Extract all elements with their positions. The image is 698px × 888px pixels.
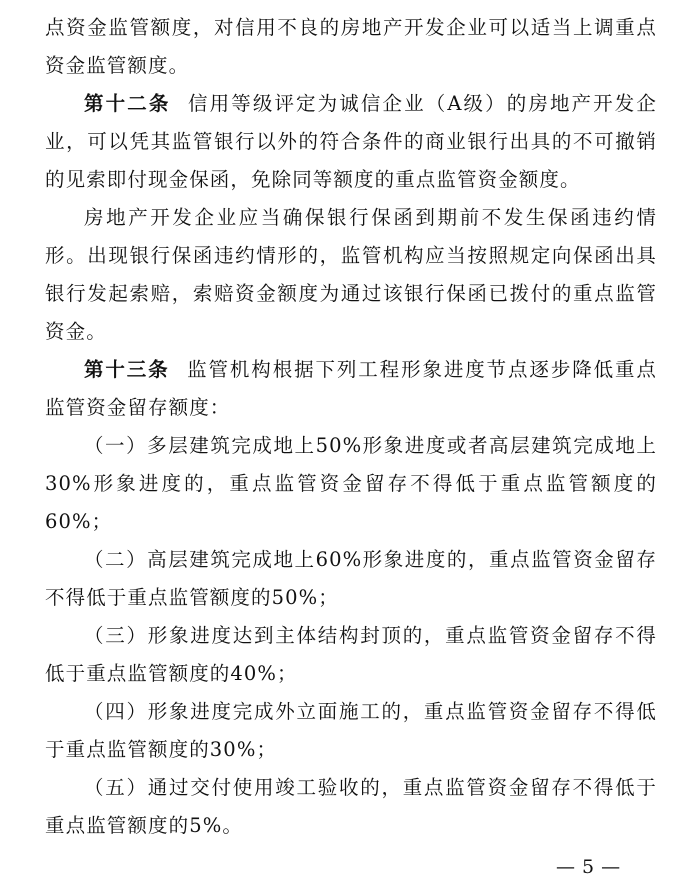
list-item-2 [45,541,657,617]
article-13-text: 监管机构根据下列工程形象进度节点逐步降低重点监管资金留存额度： [45,358,657,419]
article-12-heading: 第十二条 [84,92,171,115]
guarantee-breach-paragraph [45,199,657,351]
paragraph-text: 房地产开发企业应当确保银行保函到期前不发生保函违约情形。出现银行保函违约情形的，监管机构应当按照规定向保函出具银行发起索赔，索赔资金额度为通过该银行保函已拨付的重点监管资金。 [45,206,657,343]
list-item-text: （一）多层建筑完成地上50%形象进度或者高层建筑完成地上30%形象进度的，重点监管资金留存不得低于重点监管额度的60%； [45,434,657,533]
article-12-text: 信用等级评定为诚信企业（A级）的房地产开发企业，可以凭其监管银行以外的符合条件的商业银行出具的不可撤销的见索即付现金保函，免除同等额度的重点监管资金额度。 [45,92,657,191]
page-number: — 5 — [556,856,621,878]
article-12-paragraph [45,85,657,199]
paragraph-text: 点资金监管额度，对信用不良的房地产开发企业可以适当上调重点资金监管额度。 [45,16,657,77]
paragraph-continuation [45,9,657,85]
list-item-text: （五）通过交付使用竣工验收的，重点监管资金留存不得低于重点监管额度的5%。 [45,776,657,837]
list-item-1 [45,427,657,541]
article-13-heading: 第十三条 [84,358,170,381]
list-item-5 [45,769,657,845]
article-13-paragraph [45,351,657,427]
list-item-text: （三）形象进度达到主体结构封顶的，重点监管资金留存不得低于重点监管额度的40%； [45,624,657,685]
list-item-text: （四）形象进度完成外立面施工的，重点监管资金留存不得低于重点监管额度的30%； [45,700,657,761]
list-item-4 [45,693,657,769]
list-item-3 [45,617,657,693]
list-item-text: （二）高层建筑完成地上60%形象进度的，重点监管资金留存不得低于重点监管额度的50%； [45,548,657,609]
